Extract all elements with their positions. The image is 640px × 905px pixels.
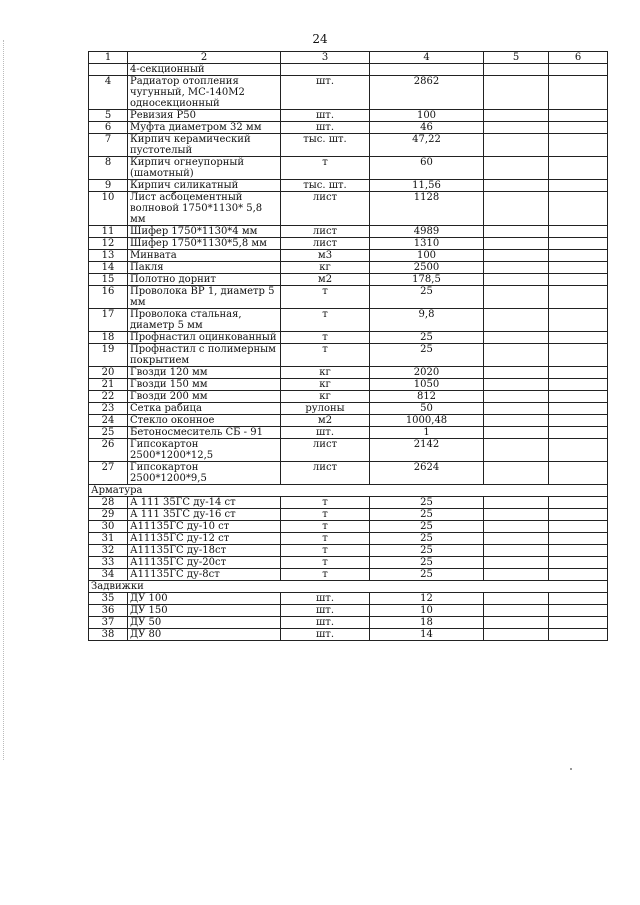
item-quantity: 25 [370,545,484,557]
item-name: Гипсокартон 2500*1200*9,5 [128,462,281,485]
section-heading-row [89,581,608,593]
row-number: 24 [89,415,128,427]
empty-cell [549,344,608,367]
item-unit: шт. [281,605,370,617]
column-header: 1 [89,52,128,64]
item-name: Шифер 1750*1130*5,8 мм [128,238,281,250]
table-row [89,462,608,485]
item-name: Сетка рабица [128,403,281,415]
item-unit [281,64,370,76]
item-name: ДУ 50 [128,617,281,629]
item-unit: шт. [281,629,370,641]
row-number: 29 [89,509,128,521]
item-name: А11135ГС ду-20ст [128,557,281,569]
item-unit: кг [281,367,370,379]
section-heading-row [89,485,608,497]
row-number: 7 [89,134,128,157]
table-row [89,262,608,274]
item-unit: шт. [281,427,370,439]
item-quantity: 4989 [370,226,484,238]
item-quantity: 10 [370,605,484,617]
table-row [89,403,608,415]
item-name: Профнастил с полимерным покрытием [128,344,281,367]
empty-cell [549,332,608,344]
item-quantity: 25 [370,497,484,509]
row-number: 28 [89,497,128,509]
row-number: 16 [89,286,128,309]
row-number: 11 [89,226,128,238]
item-unit: шт. [281,76,370,110]
empty-cell [484,76,549,110]
item-quantity: 25 [370,344,484,367]
empty-cell [549,593,608,605]
row-number: 36 [89,605,128,617]
item-quantity: 25 [370,332,484,344]
item-unit: рулоны [281,403,370,415]
empty-cell [484,509,549,521]
empty-cell [549,274,608,286]
empty-cell [484,192,549,226]
table-row [89,110,608,122]
row-number: 35 [89,593,128,605]
item-unit: т [281,332,370,344]
item-quantity: 47,22 [370,134,484,157]
empty-cell [484,593,549,605]
table-row [89,274,608,286]
row-number: 27 [89,462,128,485]
empty-cell [484,262,549,274]
item-name: Гвозди 200 мм [128,391,281,403]
table-row [89,332,608,344]
item-quantity: 2624 [370,462,484,485]
row-number: 19 [89,344,128,367]
item-quantity: 25 [370,286,484,309]
table-row [89,192,608,226]
table-row [89,122,608,134]
item-quantity: 812 [370,391,484,403]
item-name: Пакля [128,262,281,274]
item-quantity: 18 [370,617,484,629]
row-number: 8 [89,157,128,180]
empty-cell [549,110,608,122]
item-name: Гвозди 120 мм [128,367,281,379]
table-row [89,309,608,332]
item-quantity: 25 [370,521,484,533]
row-number: 32 [89,545,128,557]
row-number: 38 [89,629,128,641]
row-number: 17 [89,309,128,332]
empty-cell [549,367,608,379]
column-header: 2 [128,52,281,64]
item-quantity: 100 [370,110,484,122]
materials-table [88,51,608,641]
page-number: 24 [312,32,328,46]
empty-cell [484,462,549,485]
table-row [89,593,608,605]
empty-cell [484,344,549,367]
empty-cell [549,569,608,581]
item-name: 4-секционный [128,64,281,76]
item-quantity: 1000,48 [370,415,484,427]
empty-cell [549,226,608,238]
row-number: 6 [89,122,128,134]
row-number: 4 [89,76,128,110]
empty-cell [484,226,549,238]
table-row-continuation [89,64,608,76]
item-name: А11135ГС ду-18ст [128,545,281,557]
item-name: Бетоносмеситель СБ - 91 [128,427,281,439]
item-name: Радиатор отопления чугунный, МС-140М2 односекционный [128,76,281,110]
item-quantity: 2142 [370,439,484,462]
table-row [89,545,608,557]
empty-cell [549,309,608,332]
empty-cell [549,427,608,439]
column-header: 5 [484,52,549,64]
empty-cell [549,64,608,76]
item-name: Минвата [128,250,281,262]
empty-cell [484,286,549,309]
column-header: 3 [281,52,370,64]
item-quantity: 178,5 [370,274,484,286]
row-number: 9 [89,180,128,192]
empty-cell [484,367,549,379]
empty-cell [549,545,608,557]
item-name: Шифер 1750*1130*4 мм [128,226,281,238]
item-name: А 111 35ГС ду-14 ст [128,497,281,509]
empty-cell [549,157,608,180]
item-name: ДУ 100 [128,593,281,605]
empty-cell [484,391,549,403]
item-name: Кирпич огнеупорный (шамотный) [128,157,281,180]
empty-cell [549,76,608,110]
item-quantity: 25 [370,509,484,521]
row-number: 18 [89,332,128,344]
item-name: А 111 35ГС ду-16 ст [128,509,281,521]
item-quantity: 1310 [370,238,484,250]
item-unit: шт. [281,122,370,134]
row-number: 10 [89,192,128,226]
item-quantity: 1 [370,427,484,439]
empty-cell [549,122,608,134]
table-row [89,391,608,403]
empty-cell [549,379,608,391]
item-quantity: 12 [370,593,484,605]
item-unit: т [281,545,370,557]
table-row [89,533,608,545]
column-header: 4 [370,52,484,64]
empty-cell [549,403,608,415]
item-name: Гвозди 150 мм [128,379,281,391]
table-row [89,569,608,581]
scan-speck [570,768,572,770]
item-unit: м3 [281,250,370,262]
table-row [89,180,608,192]
empty-cell [484,617,549,629]
empty-cell [484,427,549,439]
table-header-row [89,52,608,64]
item-unit: шт. [281,617,370,629]
item-name: Гипсокартон 2500*1200*12,5 [128,439,281,462]
table-row [89,509,608,521]
table-row [89,286,608,309]
table-row [89,250,608,262]
row-number: 25 [89,427,128,439]
item-unit: кг [281,391,370,403]
table-row [89,344,608,367]
row-number: 12 [89,238,128,250]
row-number: 33 [89,557,128,569]
section-heading: Арматура [89,485,608,497]
item-name: Профнастил оцинкованный [128,332,281,344]
item-unit: т [281,509,370,521]
item-quantity: 11,56 [370,180,484,192]
materials-table-body [89,52,608,641]
table-row [89,367,608,379]
item-unit: м2 [281,415,370,427]
item-unit: т [281,344,370,367]
empty-cell [549,557,608,569]
empty-cell [484,569,549,581]
item-name: Кирпич силикатный [128,180,281,192]
scan-edge-marks [3,40,7,760]
item-name: Лист асбоцементный волновой 1750*1130* 5,8 мм [128,192,281,226]
row-number: 30 [89,521,128,533]
table-row [89,521,608,533]
item-unit: лист [281,462,370,485]
empty-cell [484,379,549,391]
empty-cell [549,462,608,485]
empty-cell [484,439,549,462]
table-row [89,76,608,110]
empty-cell [549,180,608,192]
item-unit: т [281,521,370,533]
empty-cell [484,497,549,509]
row-number: 21 [89,379,128,391]
empty-cell [549,605,608,617]
item-unit: т [281,157,370,180]
item-quantity [370,64,484,76]
item-unit: шт. [281,593,370,605]
empty-cell [484,521,549,533]
item-name: Ревизия Р50 [128,110,281,122]
table-row [89,415,608,427]
item-name: А11135ГС ду-8ст [128,569,281,581]
empty-cell [484,250,549,262]
item-unit: м2 [281,274,370,286]
empty-cell [484,332,549,344]
item-quantity: 25 [370,557,484,569]
row-number: 13 [89,250,128,262]
table-row [89,629,608,641]
item-name: ДУ 80 [128,629,281,641]
empty-cell [484,110,549,122]
empty-cell [484,557,549,569]
item-quantity: 2500 [370,262,484,274]
item-quantity: 2862 [370,76,484,110]
row-number: 5 [89,110,128,122]
item-quantity: 1050 [370,379,484,391]
item-name: Проволока ВР 1, диаметр 5 мм [128,286,281,309]
item-name: Полотно дорнит [128,274,281,286]
row-number: 23 [89,403,128,415]
table-row [89,497,608,509]
table-row [89,439,608,462]
empty-cell [484,134,549,157]
empty-cell [549,286,608,309]
empty-cell [549,391,608,403]
item-unit: тыс. шт. [281,180,370,192]
row-number: 37 [89,617,128,629]
empty-cell [549,262,608,274]
item-quantity: 14 [370,629,484,641]
empty-cell [549,134,608,157]
section-heading: Задвижки [89,581,608,593]
item-unit: кг [281,379,370,391]
empty-cell [484,157,549,180]
column-header: 6 [549,52,608,64]
item-name: Стекло оконное [128,415,281,427]
item-name: ДУ 150 [128,605,281,617]
table-row [89,605,608,617]
item-quantity: 60 [370,157,484,180]
row-number: 34 [89,569,128,581]
item-unit: кг [281,262,370,274]
empty-cell [484,403,549,415]
item-unit: т [281,497,370,509]
empty-cell [549,509,608,521]
table-row [89,157,608,180]
empty-cell [549,238,608,250]
item-unit: лист [281,238,370,250]
item-unit: т [281,286,370,309]
empty-cell [549,617,608,629]
table-row [89,427,608,439]
item-name: Кирпич керамический пустотелый [128,134,281,157]
row-number: 31 [89,533,128,545]
item-unit: т [281,569,370,581]
item-unit: т [281,533,370,545]
empty-cell [484,238,549,250]
empty-cell [549,192,608,226]
table-row [89,379,608,391]
row-number: 15 [89,274,128,286]
empty-cell [549,497,608,509]
empty-cell [484,629,549,641]
item-unit: шт. [281,110,370,122]
table-row [89,617,608,629]
item-unit: лист [281,192,370,226]
row-number: 22 [89,391,128,403]
item-quantity: 1128 [370,192,484,226]
item-quantity: 100 [370,250,484,262]
empty-cell [484,309,549,332]
row-number: 20 [89,367,128,379]
empty-cell [484,180,549,192]
item-quantity: 46 [370,122,484,134]
row-number [89,64,128,76]
item-quantity: 2020 [370,367,484,379]
item-unit: тыс. шт. [281,134,370,157]
item-name: Проволока стальная, диаметр 5 мм [128,309,281,332]
item-quantity: 9,8 [370,309,484,332]
empty-cell [549,439,608,462]
empty-cell [484,64,549,76]
item-quantity: 50 [370,403,484,415]
empty-cell [484,545,549,557]
item-quantity: 25 [370,569,484,581]
empty-cell [549,250,608,262]
empty-cell [484,274,549,286]
empty-cell [549,629,608,641]
item-unit: т [281,309,370,332]
empty-cell [484,415,549,427]
item-unit: лист [281,226,370,238]
item-name: А11135ГС ду-10 ст [128,521,281,533]
empty-cell [484,533,549,545]
item-quantity: 25 [370,533,484,545]
item-unit: лист [281,439,370,462]
table-row [89,226,608,238]
table-row [89,238,608,250]
row-number: 14 [89,262,128,274]
table-row [89,134,608,157]
item-name: А11135ГС ду-12 ст [128,533,281,545]
table-row [89,557,608,569]
empty-cell [549,521,608,533]
row-number: 26 [89,439,128,462]
item-name: Муфта диаметром 32 мм [128,122,281,134]
empty-cell [484,122,549,134]
empty-cell [549,533,608,545]
empty-cell [484,605,549,617]
empty-cell [549,415,608,427]
item-unit: т [281,557,370,569]
